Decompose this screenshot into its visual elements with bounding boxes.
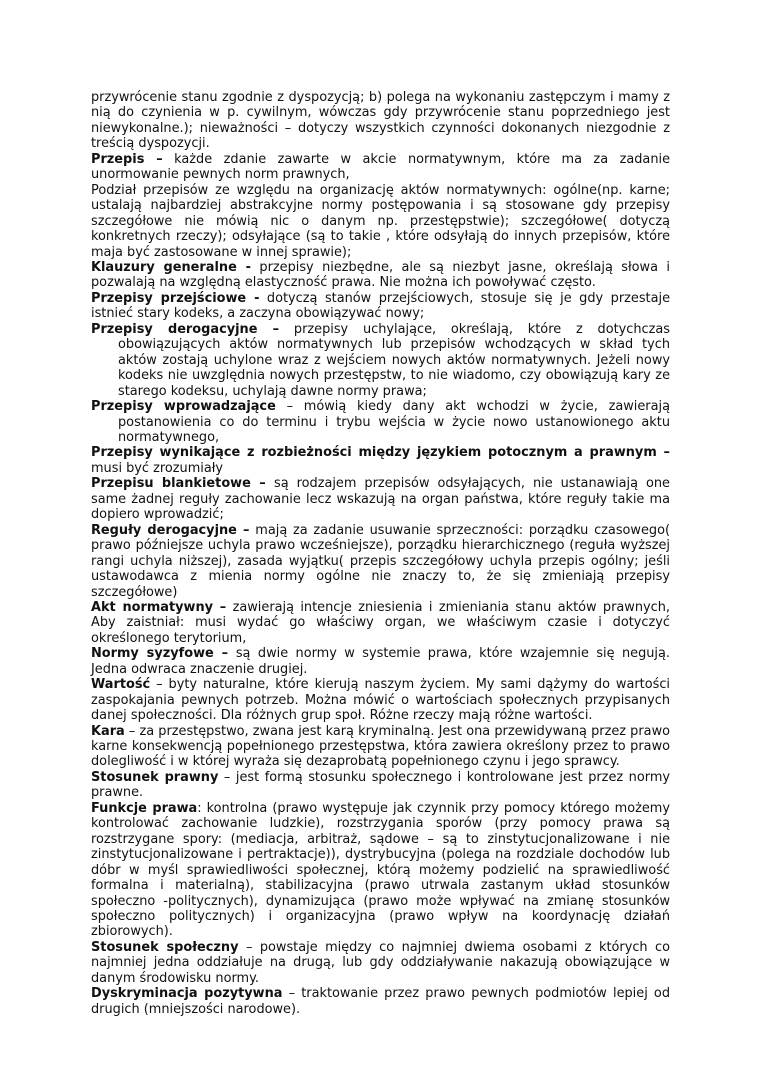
definition-reguly-derogacyjne [91,523,670,600]
definition-text: – mówią kiedy dany akt wchodzi w życie, zawierają postanowienia co do terminu i trybu wejścia w życie nowo ustanowionego aktu normatywnego, [118,399,670,445]
definition-text: dotyczą stanów przejściowych, stosuje się je gdy przestaje istnieć stary kodeks, a zaczyna obowiązywać nowy; [91,290,670,322]
term-label: Przepisy przejściowe - [91,290,260,306]
definition-funkcje-prawa [91,801,670,940]
term-label: Funkcje prawa [91,800,198,816]
term-label: Klauzury generalne - [91,259,251,275]
term-label: Przepisy wprowadzające [91,399,276,415]
definition-text: – traktowanie przez prawo pewnych podmiotów lepiej od drugich (mniejszości narodowe). [91,986,670,1017]
paragraph-continuation [91,90,670,152]
definition-kara [91,724,670,770]
paragraph-podzial-przepisow [91,183,670,260]
definition-przepisy-przejsciowe [91,291,670,322]
term-label: Przepisy wynikające z rozbieżności między językiem potocznym a prawnym – [91,445,670,461]
definition-text: musi być zrozumiały [91,460,224,476]
definition-text: zawierają intencje zniesienia i zmieniania stanu aktów prawnych, Aby zaistniał: musi wydać go właściwy organ, we właściwym czasie i dotyczyć określonego terytorium, [91,599,670,646]
term-label: Dyskryminacja pozytywna [91,986,283,1002]
term-label: Stosunek prawny [91,769,219,785]
definition-przepisy-blankietowe [91,476,670,522]
definition-stosunek-prawny [91,770,670,801]
definition-dyskryminacja-pozytywna [91,986,670,1017]
paragraph-text: Podział przepisów ze względu na organizację aktów normatywnych: ogólne(np. karne; ustalają najbardziej abstrakcyjne normy postępowania i są stosowane gdy przepisy szczegółowe nie mówią nic o danym np. przestępstwie); szczegółowe( dotyczą konkretnych rzeczy); odsyłające (są to takie , które odsyłają do innych przepisów, które maja być zastosowane w innej sprawie); [91,182,670,260]
definition-text: – za przestępstwo, zwana jest karą kryminalną. Jest ona przewidywaną przez prawo karne konsekwencją popełnionego przestępstwa, która zawiera określony przez to prawo dolegliwość i w której wyraża się dezaprobatą popełnionego czynu i jego sprawcy. [91,723,670,770]
term-label: Akt normatywny – [91,599,227,615]
definition-przepisy-wynikajace [91,445,670,476]
definition-text: są rodzajem przepisów odsyłających, nie ustanawiają one same żadnej reguły zachowanie lecz wskazują na organ państwa, które reguły takie ma dopiero wprowadzić; [91,476,670,523]
term-label: Stosunek społeczny [91,939,239,955]
definition-stosunek-spoleczny [91,940,670,986]
definition-normy-syzyfowe [91,646,670,677]
term-label: Kara [91,723,125,739]
definition-przepisy-wprowadzajace [91,399,670,445]
definition-text: mają za zadanie usuwanie sprzeczności: porządku czasowego( prawo późniejsze uchyla prawo wcześniejsze), porządku hierarchicznego (reguła wyższej rangi uchyla niższej), zasada wyjątku( przepis szczegółowy uchyla przepis ogólny; jeśli ustawodawca z mienia normy ogólne nie znaczy to, że się zmieniają przepisy szczegółowe) [91,522,670,600]
term-label: Przepisy derogacyjne – [91,321,280,337]
term-label: Normy syzyfowe – [91,646,236,662]
definition-text: są dwie normy w systemie prawa, które wzajemnie się negują. Jedna odwraca znaczenie drugiej. [91,646,671,677]
term-label: Wartość [91,677,151,693]
definition-text: – byty naturalne, które kierują naszym życiem. My sami dążymy do wartości zaspokajania pewnych potrzeb. Można mówić o wartościach społecznych przypisanych danej społeczności. Dla różnych grup społ. Różne rzeczy mają różne wartości. [91,677,670,724]
document-page [91,90,670,1017]
term-label: Reguły derogacyjne – [91,522,250,538]
definition-text: : kontrolna (prawo występuje jak czynnik przy pomocy którego możemy kontrolować zachowanie ludzkie), rozstrzygania sporów (przy pomocy prawa są rozstrzygane spory: (mediacja, arbitraż, sądowe – są to zinstytucjonalizowane i nie zinstytucjonalizowane i pertraktacje)), dystrybucyjna (polega na rozdziale dochodów lub dóbr w myśl sprawiedliwości społecznej, którą możemy podzielić na sprawiedliwość formalna i materialną), stabilizacyjna (prawo utrwala zastanym układ stosunków społeczno -politycznych), dynamizująca (prawo może wpływać na zmianę stosunków społeczno politycznych) i organizacyjna (prawo wpływ na koordynację działań zbiorowych). [91,800,670,940]
definition-text: przepisy uchylające, określają, które z dotychczas obowiązujących aktów normatywnych lub przepisów wchodzących w skład tych aktów zostają uchylone wraz z wejściem nowych aktów normatywnych. Jeżeli nowy kodeks nie uwzględnia nowych przestępstw, to nie wiadomo, czy obowiązują kary ze starego kodeksu, uchylają dawne normy prawa; [118,321,670,399]
paragraph-text: przywrócenie stanu zgodnie z dyspozycją; b) polega na wykonaniu zastępczym i mamy z nią do czynienia w p. cywilnym, wówczas gdy przywrócenie stanu poprzedniego jest niewykonalne.); nieważności – dotyczy wszystkich czynności dokonanych niezgodnie z treścią dyspozycji. [91,90,670,152]
definition-przepis [91,152,670,183]
definition-text: – powstaje między co najmniej dwiema osobami z których co najmniej jedna oddziałuje na drugą, lub gdy oddziaływanie nakazują obowiązujące w danym środowisku normy. [91,939,671,986]
term-label: Przepisu blankietowe – [91,476,275,492]
definition-akt-normatywny [91,600,670,646]
definition-klauzury-generalne [91,260,670,291]
definition-text: przepisy niezbędne, ale są niezbyt jasne, określają słowa i pozwalają na względną elastyczność prawa. Nie można ich powoływać często. [91,259,670,291]
definition-przepisy-derogacyjne [91,322,670,399]
definition-text: każde zdanie zawarte w akcie normatywnym, które ma za zadanie unormowanie pewnych norm prawnych, [91,151,671,183]
term-label: Przepis – [91,151,163,167]
definition-wartosc [91,677,670,723]
definition-text: – jest formą stosunku społecznego i kontrolowane jest przez normy prawne. [91,769,671,801]
